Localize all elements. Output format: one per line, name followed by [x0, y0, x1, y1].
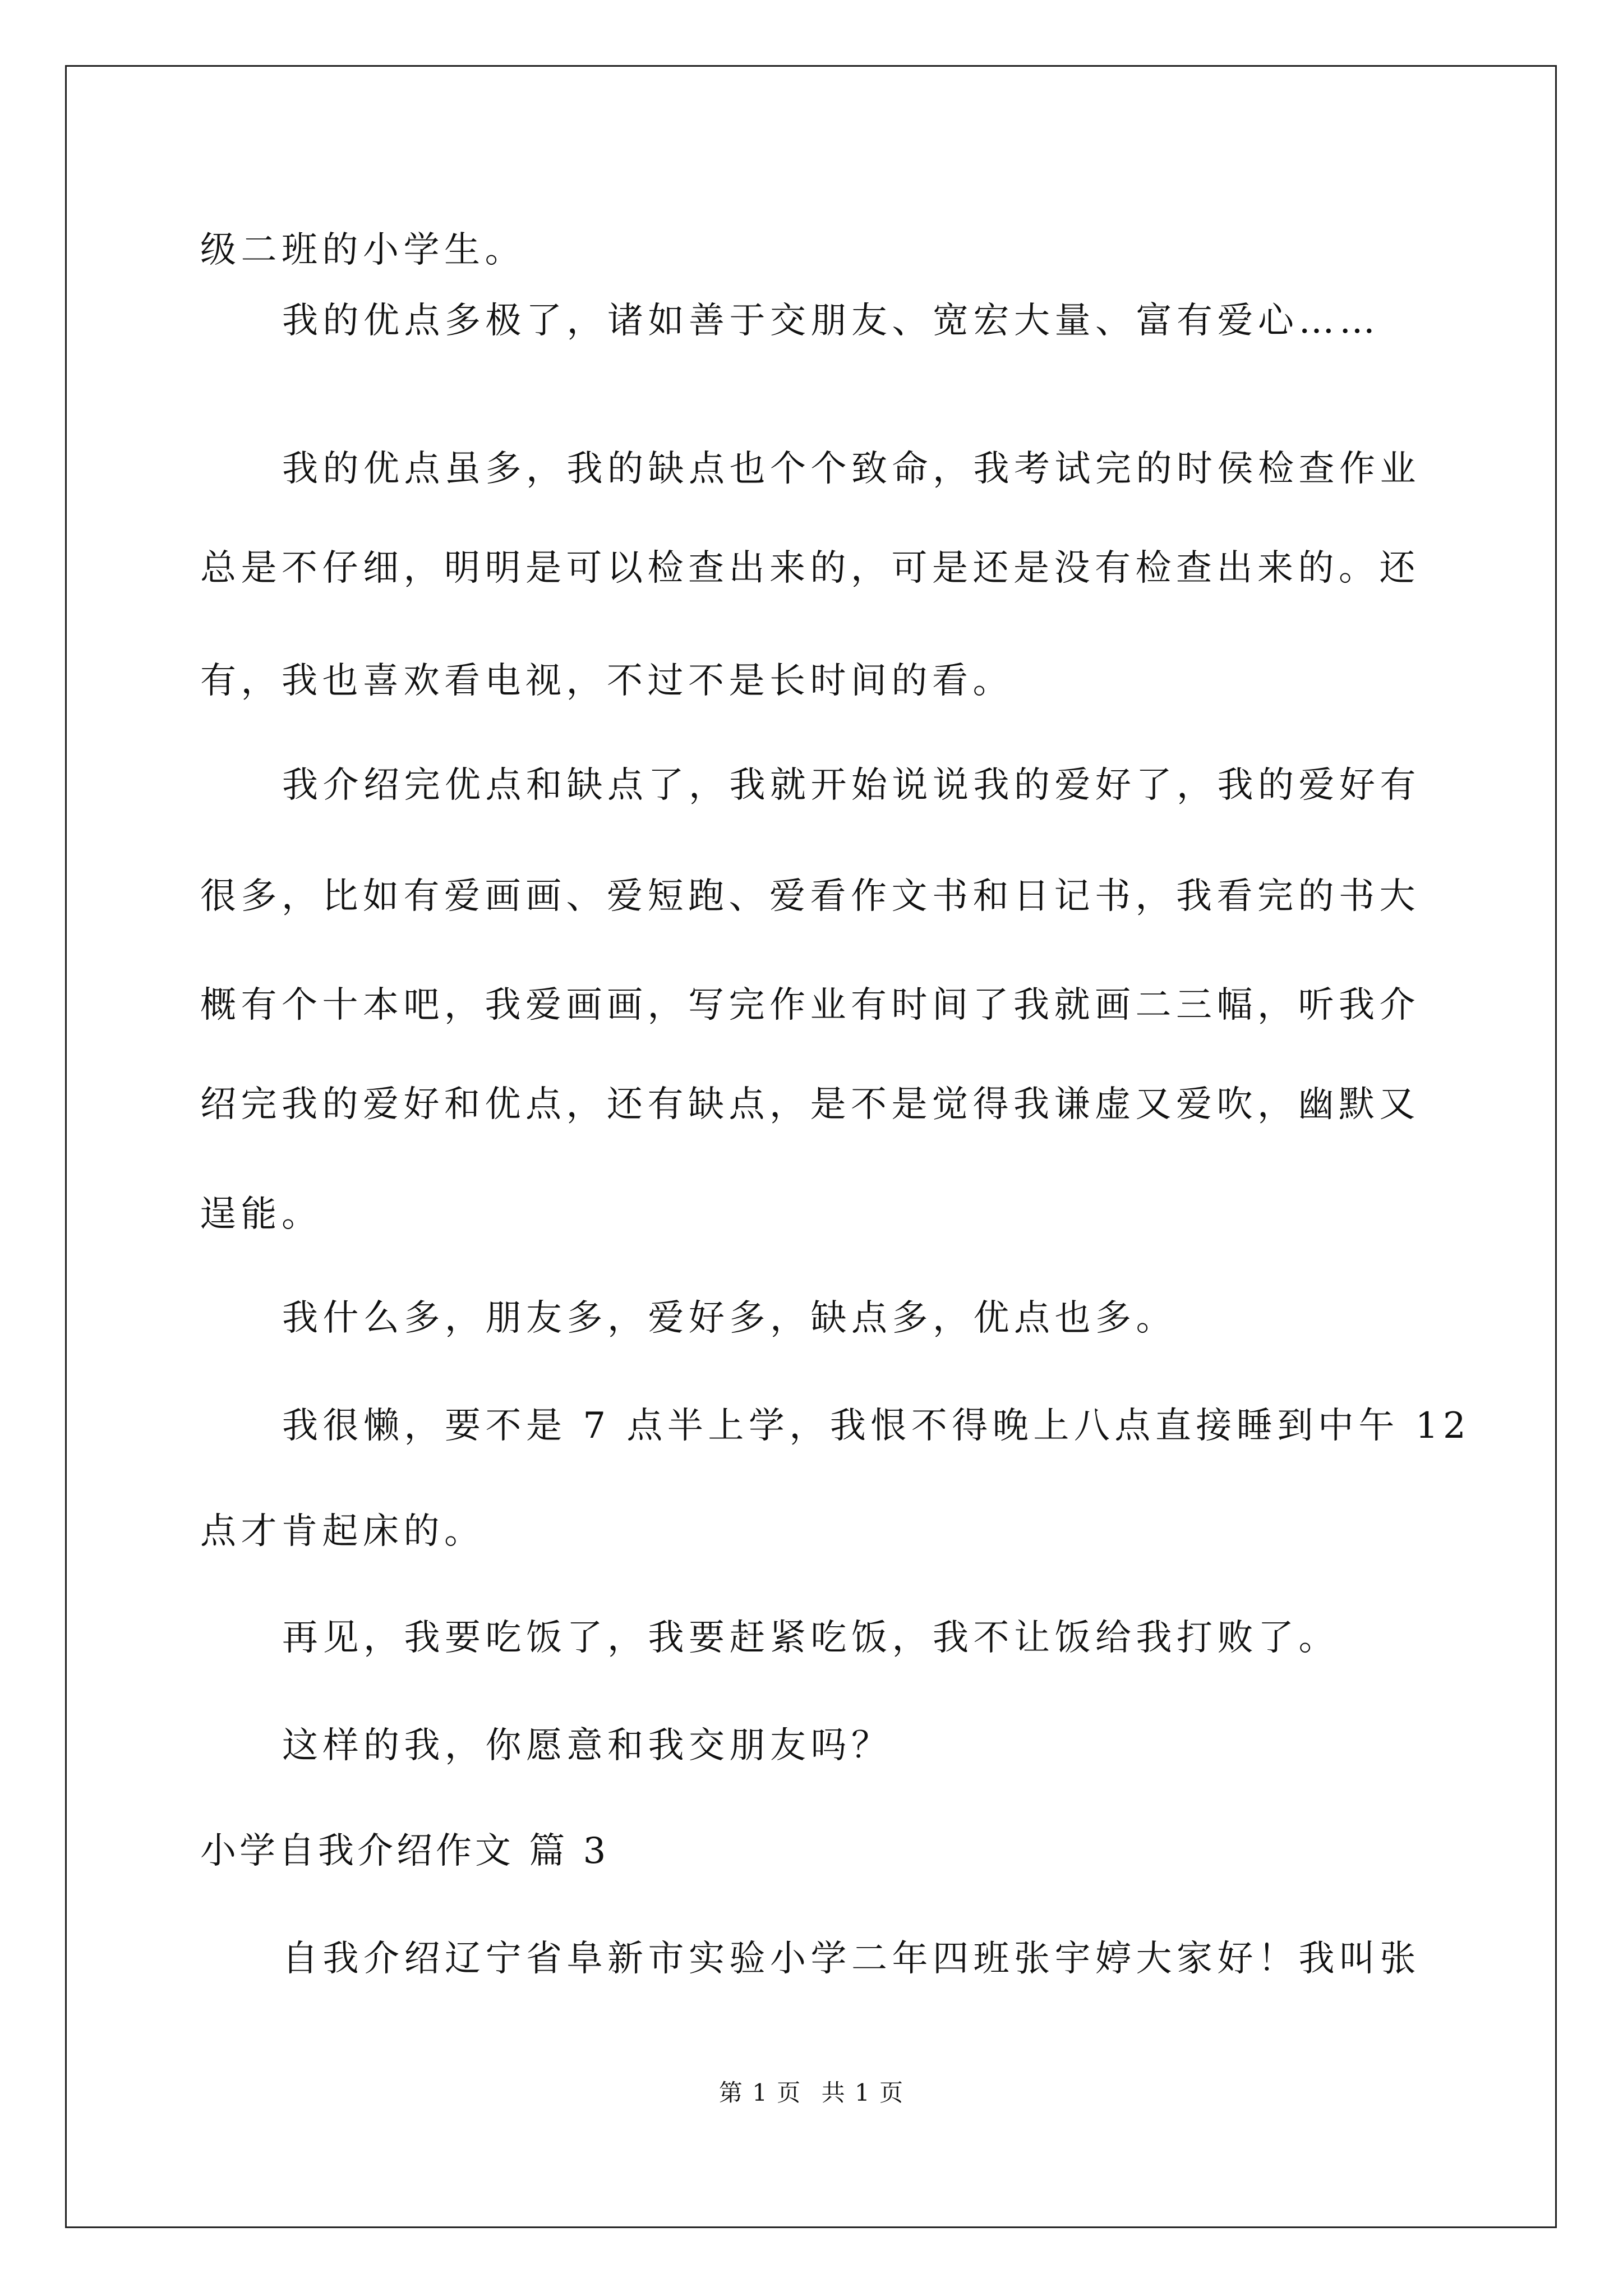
section-heading: 小学自我介绍作文 篇 3 — [200, 1830, 610, 1872]
page-number: 第 1 页 — [718, 2079, 802, 2106]
body-text-line: 绍完我的爱好和优点，还有缺点，是不是觉得我谦虚又爱吹，幽默又 — [200, 1084, 1420, 1125]
page-total: 共 1 页 — [821, 2079, 905, 2106]
body-text-line: 我的优点虽多，我的缺点也个个致命，我考试完的时侯检查作业 — [282, 448, 1421, 490]
page-border — [65, 65, 1557, 2228]
body-text-line: 我什么多，朋友多，爱好多，缺点多，优点也多。 — [282, 1297, 1177, 1339]
body-text-line: 我的优点多极了，诸如善于交朋友、宽宏大量、富有爱心…… — [282, 300, 1380, 342]
body-text-line: 这样的我，你愿意和我交朋友吗？ — [282, 1725, 892, 1766]
body-text-line: 我介绍完优点和缺点了，我就开始说说我的爱好了，我的爱好有 — [282, 765, 1421, 806]
body-text-line: 我很懒，要不是 7 点半上学，我恨不得晚上八点直接睡到中午 12 — [282, 1405, 1471, 1447]
body-text-line: 有，我也喜欢看电视，不过不是长时间的看。 — [200, 660, 1013, 702]
body-text-line: 点才肯起床的。 — [200, 1511, 485, 1552]
body-text-line: 概有个十本吧，我爱画画，写完作业有时间了我就画二三幅，听我介 — [200, 984, 1420, 1026]
body-text-line: 总是不仔细，明明是可以检查出来的，可是还是没有检查出来的。还 — [200, 547, 1420, 589]
page-footer — [0, 2081, 1623, 2105]
body-text-line: 再见，我要吃饭了，我要赶紧吃饭，我不让饭给我打败了。 — [282, 1617, 1339, 1659]
body-text-line: 很多，比如有爱画画、爱短跑、爱看作文书和日记书，我看完的书大 — [200, 876, 1420, 917]
body-text-line: 自我介绍辽宁省阜新市实验小学二年四班张宇婷大家好！我叫张 — [282, 1938, 1421, 1980]
body-text-line: 逞能。 — [200, 1194, 322, 1235]
body-text-line: 级二班的小学生。 — [200, 229, 525, 271]
